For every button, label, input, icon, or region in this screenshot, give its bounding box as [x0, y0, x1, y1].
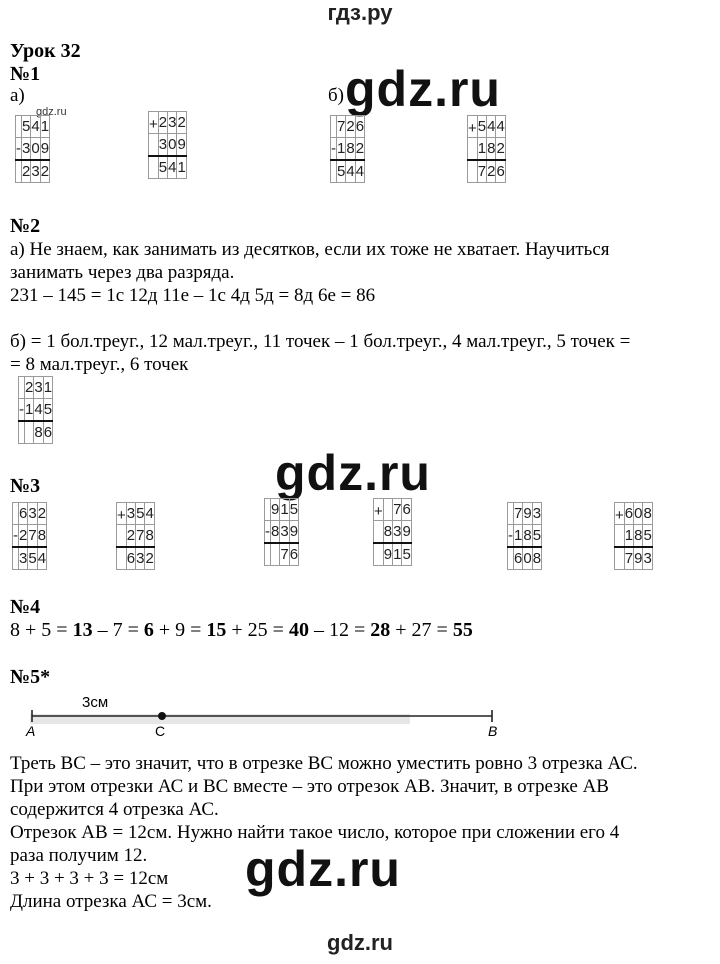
digit-cell: 9 [634, 547, 643, 570]
digit-cell: 2 [158, 112, 167, 134]
segment-diagram [10, 690, 520, 740]
small-watermark: gdz.ru [36, 106, 67, 118]
task4-title: №4 [10, 596, 41, 618]
digit-cell: 8 [271, 521, 280, 544]
digit-table [614, 502, 653, 570]
digit-cell: 4 [496, 116, 505, 138]
operator-cell: + [468, 116, 478, 138]
digit-cell: 3 [28, 503, 37, 525]
task3-title: №3 [10, 475, 41, 497]
task5-line-1: Треть ВС – это значит, что в отрезке ВС можно уместить ровно 3 отрезка АС. [10, 753, 638, 774]
empty-cell [468, 160, 478, 183]
digit-cell: 4 [31, 116, 40, 138]
operator-cell: - [19, 399, 25, 422]
lesson-title: Урок 32 [10, 40, 81, 62]
digit-table [12, 502, 47, 570]
digit-table [467, 115, 506, 183]
digit-cell: 2 [496, 138, 505, 161]
operator-cell: - [265, 521, 271, 544]
digit-cell: 6 [355, 116, 364, 138]
digit-cell: 2 [37, 503, 46, 525]
digit-cell: 1 [393, 543, 402, 566]
task5-line-3: содержится 4 отрезка АС. [10, 799, 219, 820]
empty-cell [615, 547, 625, 570]
digit-cell: 9 [523, 503, 532, 525]
digit-table [116, 502, 155, 570]
task2-line-5: = 8 мал.треуг., 6 точек [10, 354, 189, 375]
digit-table [373, 498, 412, 566]
operator-cell [468, 138, 478, 161]
operator-cell [149, 134, 159, 157]
task2-line-3: 231 – 145 = 1с 12д 11е – 1с 4д 5д = 8д 6е = 86 [10, 285, 376, 306]
digit-cell: 2 [145, 547, 154, 570]
operator-cell: - [331, 138, 337, 161]
digit-cell: 3 [22, 138, 31, 161]
digit-cell: 8 [346, 138, 355, 161]
digit-cell: 5 [643, 525, 652, 548]
digit-cell: 2 [40, 160, 49, 183]
task5-title: №5* [10, 666, 51, 688]
task1-title: №1 [10, 63, 41, 85]
digit-cell: 8 [523, 525, 532, 548]
digit-cell: 5 [532, 525, 541, 548]
digit-cell: 6 [402, 499, 411, 521]
digit-cell: 9 [271, 499, 280, 521]
digit-cell: 5 [22, 116, 31, 138]
digit-cell: 1 [177, 156, 186, 179]
digit-cell: 7 [337, 116, 346, 138]
digit-cell: 7 [393, 499, 402, 521]
digit-cell: 3 [168, 112, 177, 134]
digit-cell: 5 [43, 399, 52, 422]
digit-cell: 0 [168, 134, 177, 157]
digit-cell: 4 [34, 399, 43, 422]
digit-cell: 7 [477, 160, 486, 183]
operator-cell [374, 521, 384, 544]
digit-cell: 8 [37, 525, 46, 548]
task4-equation: 8 + 5 = 13 – 7 = 6 + 9 = 15 + 25 = 40 – 12 = 28 + 27 = 55 [10, 619, 473, 641]
digit-cell: 1 [280, 499, 289, 521]
task1-label-a: а) [10, 85, 25, 106]
digit-cell: 3 [532, 503, 541, 525]
operator-cell: - [16, 138, 22, 161]
digit-cell: 7 [280, 543, 289, 566]
digit-table [507, 502, 542, 570]
digit-cell: 5 [477, 116, 486, 138]
digit-cell: 8 [532, 547, 541, 570]
operator-cell [615, 525, 625, 548]
point-c-dot [158, 712, 166, 720]
digit-cell: 3 [643, 547, 652, 570]
empty-cell [149, 156, 159, 179]
segment-length-label: 3см [82, 694, 109, 711]
digit-cell: 2 [177, 112, 186, 134]
digit-cell: 7 [624, 547, 633, 570]
site-footer: gdz.ru [327, 930, 393, 955]
digit-cell: 9 [177, 134, 186, 157]
digit-cell: 6 [514, 547, 523, 570]
digit-cell: 0 [634, 503, 643, 525]
digit-cell [271, 543, 280, 566]
point-b-label: B [488, 723, 498, 739]
digit-cell: 3 [136, 547, 145, 570]
operator-cell: + [149, 112, 159, 134]
digit-cell: 1 [40, 116, 49, 138]
digit-cell: 2 [487, 160, 496, 183]
digit-cell: 9 [383, 543, 392, 566]
task1-label-b: б) [328, 85, 344, 106]
digit-cell: 1 [337, 138, 346, 161]
watermark-logo: gdz.ru [345, 61, 501, 117]
digit-cell: 4 [145, 503, 154, 525]
digit-cell: 7 [28, 525, 37, 548]
point-a-label: A [26, 723, 36, 739]
operator-cell: + [374, 499, 384, 521]
task5-line-2: При этом отрезки АС и ВС вместе – это отрезок АВ. Значит, в отрезке АВ [10, 776, 609, 797]
empty-cell [117, 547, 127, 570]
digit-cell: 4 [168, 156, 177, 179]
task2-title: №2 [10, 215, 41, 237]
digit-cell: 3 [393, 521, 402, 544]
digit-cell: 1 [514, 525, 523, 548]
digit-cell: 5 [289, 499, 298, 521]
digit-table [15, 115, 50, 183]
digit-cell: 8 [487, 138, 496, 161]
digit-cell: 4 [37, 547, 46, 570]
digit-cell: 8 [383, 521, 392, 544]
operator-cell [117, 525, 127, 548]
digit-cell: 3 [280, 521, 289, 544]
digit-cell: 0 [31, 138, 40, 161]
operator-cell: - [508, 525, 514, 548]
digit-cell: 6 [126, 547, 135, 570]
digit-cell: 3 [126, 503, 135, 525]
digit-cell [383, 499, 392, 521]
digit-cell: 1 [43, 377, 52, 399]
operator-cell: + [615, 503, 625, 525]
digit-table [330, 115, 365, 183]
digit-cell: 3 [34, 377, 43, 399]
digit-table [148, 111, 187, 179]
digit-cell: 8 [34, 421, 43, 444]
digit-cell: 4 [487, 116, 496, 138]
task5-line-6: 3 + 3 + 3 + 3 = 12см [10, 868, 169, 889]
digit-cell: 8 [643, 503, 652, 525]
digit-cell: 5 [136, 503, 145, 525]
digit-cell: 6 [19, 503, 28, 525]
task5-line-5: раза получим 12. [10, 845, 148, 866]
digit-cell: 7 [136, 525, 145, 548]
digit-cell: 3 [31, 160, 40, 183]
watermark-logo: gdz.ru [275, 445, 431, 501]
digit-cell: 2 [25, 377, 34, 399]
digit-cell [25, 421, 34, 444]
digit-cell: 4 [355, 160, 364, 183]
task2-line-4: б) = 1 бол.треуг., 12 мал.треуг., 11 точек – 1 бол.треуг., 4 мал.треуг., 5 точек = [10, 331, 631, 352]
digit-cell: 2 [22, 160, 31, 183]
digit-cell: 8 [145, 525, 154, 548]
digit-cell: 6 [624, 503, 633, 525]
digit-cell: 5 [28, 547, 37, 570]
digit-cell: 5 [158, 156, 167, 179]
digit-cell: 5 [402, 543, 411, 566]
digit-cell: 0 [523, 547, 532, 570]
digit-cell: 1 [25, 399, 34, 422]
operator-cell: - [13, 525, 19, 548]
digit-cell: 9 [402, 521, 411, 544]
digit-cell: 8 [634, 525, 643, 548]
digit-cell: 9 [40, 138, 49, 161]
digit-table [264, 498, 299, 566]
watermark-logo: gdz.ru [245, 841, 401, 897]
operator-cell: + [117, 503, 127, 525]
digit-cell: 6 [496, 160, 505, 183]
digit-cell: 7 [514, 503, 523, 525]
digit-cell: 2 [19, 525, 28, 548]
empty-cell [374, 543, 384, 566]
task5-line-7: Длина отрезка АС = 3см. [10, 891, 212, 912]
digit-cell: 9 [289, 521, 298, 544]
task2-line-2: занимать через два разряда. [10, 262, 235, 283]
digit-cell: 6 [289, 543, 298, 566]
point-c-label: C [155, 723, 166, 739]
digit-cell: 2 [346, 116, 355, 138]
digit-cell: 5 [337, 160, 346, 183]
digit-cell: 4 [346, 160, 355, 183]
digit-cell: 1 [477, 138, 486, 161]
digit-cell: 6 [43, 421, 52, 444]
digit-table [18, 376, 53, 444]
task5-line-4: Отрезок АВ = 12см. Нужно найти такое число, которое при сложении его 4 [10, 822, 620, 843]
digit-cell: 3 [158, 134, 167, 157]
digit-cell: 2 [126, 525, 135, 548]
digit-cell: 1 [624, 525, 633, 548]
digit-cell: 2 [355, 138, 364, 161]
digit-cell: 3 [19, 547, 28, 570]
task2-line-1: а) Не знаем, как занимать из десятков, если их тоже не хватает. Научиться [10, 239, 610, 260]
site-header: гдз.ру [327, 0, 393, 25]
